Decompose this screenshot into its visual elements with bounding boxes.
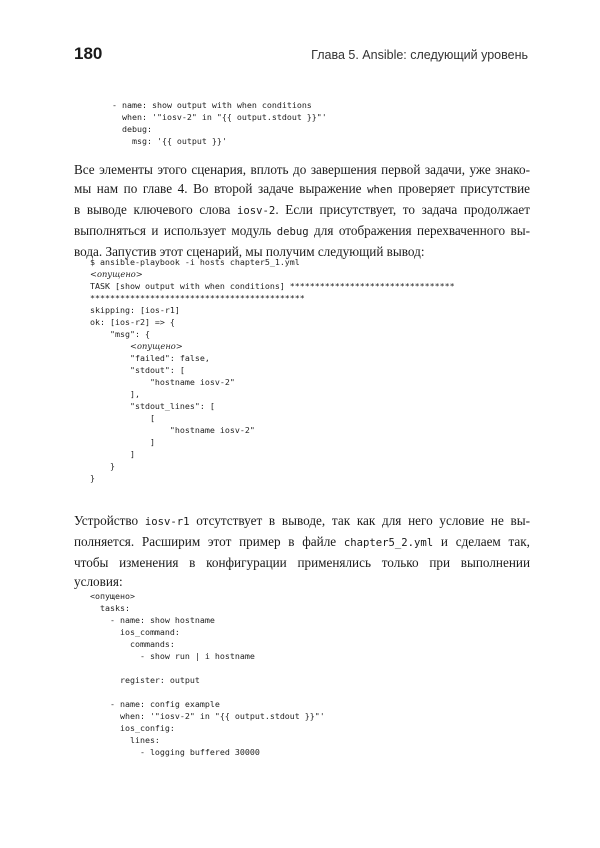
code-line: } [90,473,95,483]
code-line [90,662,325,674]
code-line: - name: show hostname [90,615,215,625]
omitted-marker: <опущено> [130,341,183,351]
code-line: "hostname iosv-2" [90,377,235,387]
page-number: 180 [74,44,103,63]
code-block-when-debug [112,99,327,147]
code-line: msg: '{{ output }}' [112,136,227,146]
inline-code-iosv2: iosv-2 [237,205,276,217]
code-line [90,686,325,698]
code-line: ios_command: [90,627,180,637]
code-line: when: '"iosv-2" in "{{ output.stdout }}"' [90,711,325,721]
code-block-config-example [90,590,325,758]
code-line: ], [90,389,140,399]
code-line: ios_config: [90,723,175,733]
text-line: вода. Запустив этот сценарий, мы получим следующий вывод: [74,244,425,259]
code-line: lines: [90,735,160,745]
text-line: мы нам по главе 4. Во второй задаче выражение when проверяет присутствие [74,181,530,196]
code-line: "stdout": [ [90,365,185,375]
inline-code-iosv-r1: iosv-r1 [144,516,190,528]
code-line: when: '"iosv-2" in "{{ output.stdout }}"' [112,112,327,122]
code-line: ******************************************* [90,293,305,303]
code-line: "msg": { [90,329,150,339]
text-line: в выводе ключевого слова iosv-2. Если присутствует, то задача продолжает [74,202,531,217]
text-line: полняется. Расширим этот пример в файле chapter5_2.yml и сделаем так, [74,534,530,549]
code-line: "hostname iosv-2" [90,425,255,435]
running-title: Глава 5. Ansible: следующий уровень [311,48,528,62]
paragraph-chapter5-2 [74,511,530,591]
code-line: register: output [90,675,200,685]
code-line: tasks: [90,603,130,613]
code-line: - logging buffered 30000 [90,747,260,757]
code-line: } [90,461,115,471]
text-line: Устройство iosv-r1 отсутствует в выводе, так как для него условие не вы- [74,513,531,528]
text-line: Все элементы этого сценария, вплоть до завершения первой задачи, уже знако- [74,162,530,177]
code-line: skipping: [ios-r1] [90,305,180,315]
code-line: "stdout_lines": [ [90,401,215,411]
text-line: чтобы изменения в конфигурации применялись только при выполнении [74,555,530,570]
code-line: $ ansible-playbook -i hosts chapter5_1.yml [90,257,300,267]
text-line: выполняться и использует модуль debug для отображения перехваченного вы- [74,223,530,238]
inline-code-when: when [367,184,393,196]
paragraph-scenario-explanation [74,160,530,261]
code-line: "failed": false, [90,353,210,363]
code-line: <опущено> [90,591,135,601]
code-line: TASK [show output with when conditions] ********************************* [90,281,455,291]
code-block-playbook-output [90,256,455,484]
code-line: - name: config example [90,699,220,709]
code-line: - show run | i hostname [90,651,255,661]
page-header [74,44,528,68]
code-line: ] [90,449,135,459]
code-line: debug: [112,124,152,134]
inline-code-debug: debug [276,226,309,238]
code-line: ] [90,437,155,447]
code-line: - name: show output with when conditions [112,100,312,110]
code-line: commands: [90,639,175,649]
code-line: [ [90,413,155,423]
omitted-marker: <опущено> [90,269,143,279]
code-line: ok: [ios-r2] => { [90,317,175,327]
inline-code-filename: chapter5_2.yml [343,537,434,549]
text-line: условия: [74,574,123,589]
